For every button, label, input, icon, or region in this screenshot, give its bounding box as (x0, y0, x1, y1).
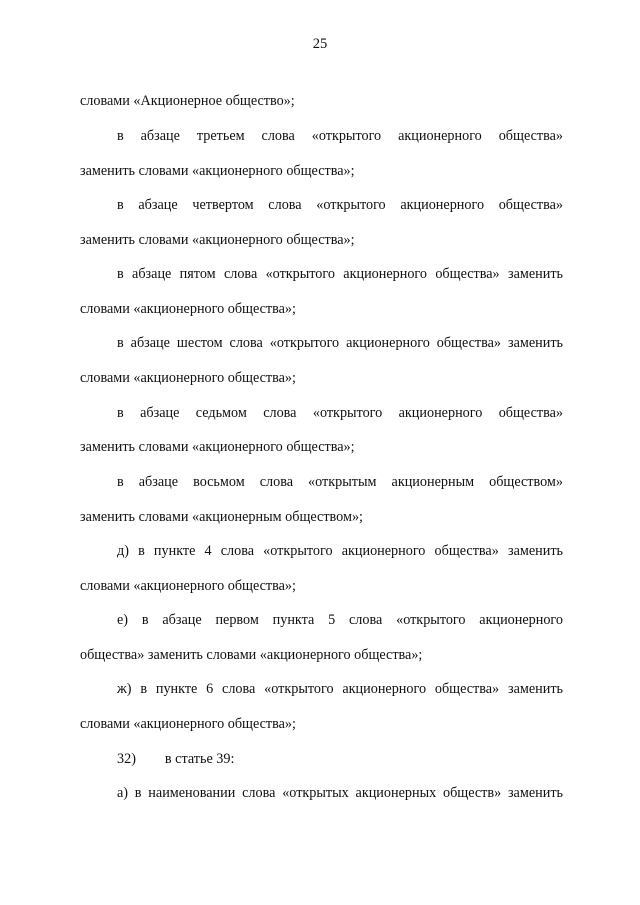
text-line: в абзаце седьмом слова «открытого акционерного общества» (117, 405, 563, 421)
text-line: в абзаце восьмом слова «открытым акционерным обществом» (117, 474, 563, 490)
page-number: 25 (312, 36, 328, 52)
item-number: 32) (117, 751, 136, 767)
text-line: словами «акционерного общества»; (80, 578, 296, 594)
text-line: в абзаце шестом слова «открытого акционерного общества» заменить (117, 335, 563, 351)
text-line: словами «Акционерное общество»; (80, 93, 295, 109)
item-text: в статье 39: (164, 751, 235, 767)
text-line: в абзаце пятом слова «открытого акционерного общества» заменить (117, 266, 563, 282)
text-line: общества» заменить словами «акционерного общества»; (80, 647, 423, 663)
text-line: в абзаце третьем слова «открытого акционерного общества» (117, 128, 563, 144)
text-line: заменить словами «акционерного общества»; (80, 163, 355, 179)
text-line: словами «акционерного общества»; (80, 301, 296, 317)
text-line: словами «акционерного общества»; (80, 716, 296, 732)
text-line: заменить словами «акционерным обществом»; (80, 509, 363, 525)
text-line: в абзаце четвертом слова «открытого акционерного общества» (117, 197, 563, 213)
text-line: д) в пункте 4 слова «открытого акционерного общества» заменить (117, 543, 563, 559)
text-line: е) в абзаце первом пункта 5 слова «открытого акционерного (117, 612, 563, 628)
text-line: ж) в пункте 6 слова «открытого акционерного общества» заменить (117, 681, 563, 697)
text-line: заменить словами «акционерного общества»; (80, 439, 355, 455)
text-line: а) в наименовании слова «открытых акционерных обществ» заменить (117, 785, 563, 801)
article-line (117, 750, 563, 768)
text-line: словами «акционерного общества»; (80, 370, 296, 386)
text-line: заменить словами «акционерного общества»; (80, 232, 355, 248)
